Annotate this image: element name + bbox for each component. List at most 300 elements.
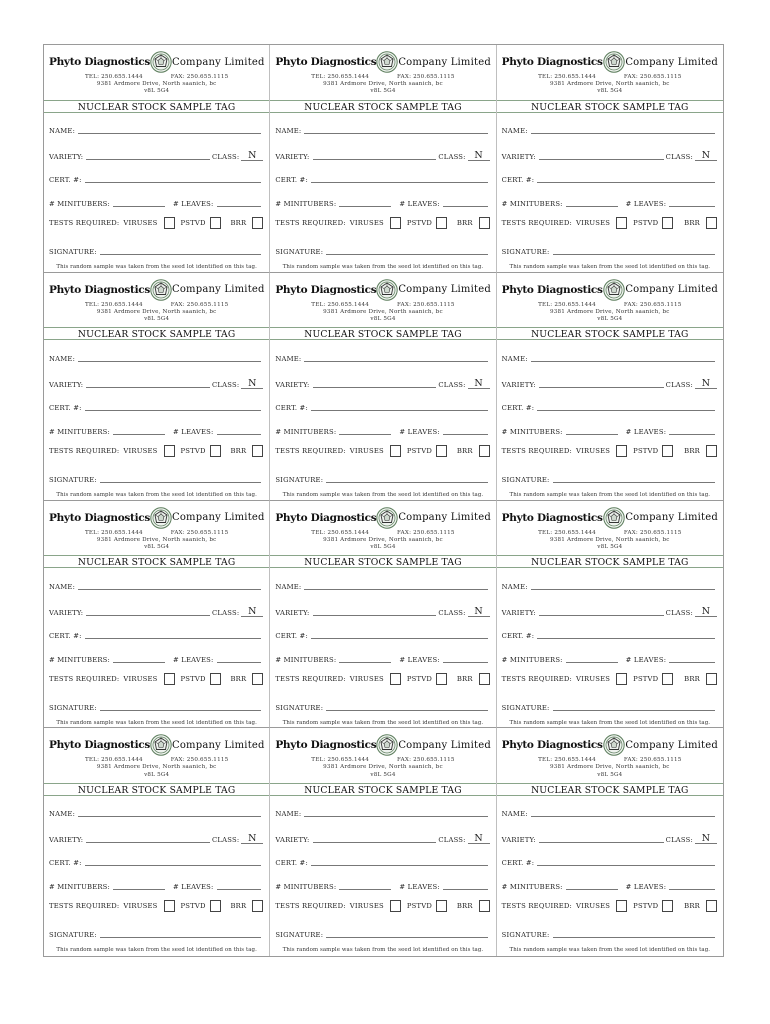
tests-label: TESTS REQUIRED: bbox=[275, 219, 346, 227]
name-field[interactable] bbox=[78, 588, 261, 590]
leaves-field[interactable] bbox=[669, 433, 715, 435]
count-row bbox=[275, 883, 489, 891]
signature-row bbox=[49, 476, 263, 484]
name-field[interactable] bbox=[531, 815, 715, 817]
brr-checkbox[interactable] bbox=[252, 217, 263, 229]
class-value[interactable]: N bbox=[695, 834, 717, 844]
contact-block bbox=[502, 74, 718, 96]
tag-header bbox=[275, 507, 490, 529]
street-address: 9381 Ardmore Drive, North saanich, bc bbox=[96, 81, 217, 88]
variety-label: VARIETY: bbox=[275, 608, 310, 617]
signature-row bbox=[502, 248, 717, 256]
name-row bbox=[275, 810, 489, 818]
signature-label: SIGNATURE: bbox=[501, 248, 550, 256]
cert-field[interactable] bbox=[537, 864, 715, 866]
postal-code: v8L 5G4 bbox=[144, 88, 170, 95]
cert-field[interactable] bbox=[537, 409, 715, 411]
cert-label: CERT. #: bbox=[501, 403, 535, 412]
pstvd-checkbox[interactable] bbox=[436, 900, 447, 912]
tag-title: NUCLEAR STOCK SAMPLE TAG bbox=[44, 555, 269, 568]
brand-name: Phyto Diagnostics bbox=[501, 739, 603, 752]
leaves-label: # LEAVES: bbox=[173, 427, 214, 436]
variety-field[interactable] bbox=[313, 158, 437, 160]
variety-field[interactable] bbox=[86, 614, 210, 616]
phone-number: TEL: 250.655.1444 bbox=[84, 74, 143, 80]
tag-header bbox=[502, 51, 718, 73]
signature-field[interactable] bbox=[100, 709, 261, 711]
pstvd-checkbox[interactable] bbox=[210, 900, 221, 912]
fax-number: FAX: 250.655.1115 bbox=[397, 74, 455, 80]
signature-field[interactable] bbox=[100, 936, 261, 938]
variety-field[interactable] bbox=[539, 386, 664, 388]
signature-row bbox=[49, 931, 263, 939]
tests-row bbox=[275, 673, 489, 685]
signature-field[interactable] bbox=[553, 481, 715, 483]
sample-disclaimer: This random sample was taken from the seed lot identified on this tag. bbox=[56, 264, 257, 270]
tests-label: TESTS REQUIRED: bbox=[275, 902, 346, 911]
signature-label: SIGNATURE: bbox=[501, 475, 550, 484]
street-address: 9381 Ardmore Drive, North saanich, bc bbox=[96, 536, 217, 543]
minitubers-field[interactable] bbox=[113, 888, 165, 890]
minitubers-label: # MINITUBERS: bbox=[49, 427, 111, 436]
brr-label: BRR bbox=[684, 219, 700, 227]
tests-label: TESTS REQUIRED: bbox=[49, 902, 120, 911]
company-name: Company Limited bbox=[171, 512, 265, 523]
name-field[interactable] bbox=[531, 360, 715, 362]
leaves-field[interactable] bbox=[217, 888, 262, 890]
cert-row bbox=[275, 176, 489, 184]
phone-number: TEL: 250.655.1444 bbox=[538, 74, 596, 80]
variety-row bbox=[502, 834, 717, 844]
signature-field[interactable] bbox=[326, 253, 487, 255]
cert-field[interactable] bbox=[311, 864, 488, 866]
cert-field[interactable] bbox=[85, 409, 262, 411]
tests-row bbox=[502, 673, 717, 685]
leaves-field[interactable] bbox=[443, 661, 488, 663]
brr-checkbox[interactable] bbox=[479, 217, 490, 229]
variety-row bbox=[49, 607, 263, 617]
signature-label: SIGNATURE: bbox=[501, 703, 550, 712]
viruses-label: VIRUSES bbox=[123, 902, 158, 911]
brr-checkbox[interactable] bbox=[706, 900, 717, 912]
class-value[interactable]: N bbox=[468, 834, 490, 844]
variety-row bbox=[49, 379, 263, 389]
viruses-checkbox[interactable] bbox=[164, 900, 175, 912]
brand-name: Phyto Diagnostics bbox=[275, 56, 377, 68]
leaves-field[interactable] bbox=[217, 433, 262, 435]
minitubers-field[interactable] bbox=[339, 433, 391, 435]
viruses-checkbox[interactable] bbox=[616, 673, 627, 685]
pstvd-checkbox[interactable] bbox=[436, 217, 447, 229]
class-value[interactable]: N bbox=[468, 151, 490, 161]
pstvd-label: PSTVD bbox=[180, 674, 206, 683]
signature-field[interactable] bbox=[100, 481, 261, 483]
phone-number: TEL: 250.655.1444 bbox=[84, 529, 143, 536]
cert-label: CERT. #: bbox=[275, 176, 308, 184]
sample-tag bbox=[270, 45, 496, 273]
leaves-field[interactable] bbox=[217, 205, 262, 207]
class-label: CLASS: bbox=[212, 608, 240, 617]
signature-row bbox=[275, 931, 489, 939]
viruses-checkbox[interactable] bbox=[390, 445, 401, 457]
minitubers-label: # MINITUBERS: bbox=[501, 883, 563, 892]
brand-name: Phyto Diagnostics bbox=[49, 511, 150, 524]
viruses-checkbox[interactable] bbox=[164, 673, 175, 685]
brr-checkbox[interactable] bbox=[479, 900, 490, 912]
company-logo-icon bbox=[376, 51, 398, 73]
contact-block bbox=[275, 302, 490, 324]
brr-checkbox[interactable] bbox=[252, 445, 263, 457]
viruses-label: VIRUSES bbox=[349, 219, 384, 227]
signature-field[interactable] bbox=[553, 709, 715, 711]
name-label: NAME: bbox=[501, 810, 528, 819]
fax-number: FAX: 250.655.1115 bbox=[623, 301, 682, 308]
variety-label: VARIETY: bbox=[275, 380, 310, 389]
cert-row bbox=[275, 859, 489, 867]
tests-row bbox=[275, 217, 489, 229]
postal-code: v8L 5G4 bbox=[144, 771, 170, 778]
company-logo-icon bbox=[376, 279, 398, 301]
brand-name: Phyto Diagnostics bbox=[49, 739, 150, 752]
cert-row bbox=[502, 632, 717, 640]
signature-field[interactable] bbox=[326, 709, 487, 711]
signature-label: SIGNATURE: bbox=[49, 703, 97, 712]
street-address: 9381 Ardmore Drive, North saanich, bc bbox=[323, 536, 443, 543]
variety-field[interactable] bbox=[313, 386, 437, 388]
count-row bbox=[275, 200, 489, 208]
cert-field[interactable] bbox=[311, 637, 488, 639]
minitubers-label: # MINITUBERS: bbox=[275, 200, 337, 208]
count-row bbox=[49, 883, 263, 891]
variety-label: VARIETY: bbox=[275, 836, 310, 845]
variety-label: VARIETY: bbox=[49, 153, 84, 161]
leaves-field[interactable] bbox=[443, 205, 488, 207]
minitubers-field[interactable] bbox=[566, 433, 618, 435]
minitubers-label: # MINITUBERS: bbox=[49, 200, 111, 208]
brr-checkbox[interactable] bbox=[252, 900, 263, 912]
class-value[interactable]: N bbox=[468, 379, 490, 389]
pstvd-label: PSTVD bbox=[406, 902, 432, 911]
brr-checkbox[interactable] bbox=[706, 445, 717, 457]
company-name: Company Limited bbox=[171, 739, 265, 751]
cert-label: CERT. #: bbox=[501, 631, 535, 640]
contact-block bbox=[49, 302, 264, 324]
variety-label: VARIETY: bbox=[275, 153, 310, 161]
tag-sheet bbox=[43, 44, 724, 957]
class-label: CLASS: bbox=[438, 153, 466, 161]
sample-disclaimer: This random sample was taken from the seed lot identified on this tag. bbox=[282, 491, 484, 498]
sample-disclaimer: This random sample was taken from the seed lot identified on this tag. bbox=[56, 491, 257, 498]
tag-header bbox=[502, 734, 718, 756]
brr-checkbox[interactable] bbox=[706, 217, 717, 229]
street-address: 9381 Ardmore Drive, North saanich, bc bbox=[323, 764, 443, 771]
name-label: NAME: bbox=[501, 354, 528, 363]
signature-row bbox=[275, 248, 489, 256]
pstvd-checkbox[interactable] bbox=[436, 445, 447, 457]
name-field[interactable] bbox=[304, 815, 487, 817]
class-value[interactable]: N bbox=[695, 151, 717, 161]
cert-row bbox=[502, 176, 717, 184]
minitubers-label: # MINITUBERS: bbox=[501, 655, 563, 664]
tests-label: TESTS REQUIRED: bbox=[501, 902, 573, 911]
brand-name: Phyto Diagnostics bbox=[275, 739, 377, 752]
pstvd-checkbox[interactable] bbox=[662, 445, 673, 457]
variety-row bbox=[275, 607, 489, 617]
signature-label: SIGNATURE: bbox=[501, 931, 550, 940]
signature-label: SIGNATURE: bbox=[49, 931, 97, 940]
count-row bbox=[502, 428, 717, 436]
name-row bbox=[49, 355, 263, 363]
contact-block bbox=[275, 74, 490, 96]
name-field[interactable] bbox=[304, 588, 487, 590]
brr-checkbox[interactable] bbox=[252, 673, 263, 685]
tag-header bbox=[49, 279, 264, 301]
cert-row bbox=[275, 404, 489, 412]
pstvd-label: PSTVD bbox=[633, 674, 659, 683]
variety-label: VARIETY: bbox=[49, 608, 84, 617]
leaves-label: # LEAVES: bbox=[399, 427, 440, 436]
name-field[interactable] bbox=[78, 360, 261, 362]
tag-header bbox=[502, 279, 718, 301]
viruses-label: VIRUSES bbox=[576, 219, 611, 227]
phone-number: TEL: 250.655.1444 bbox=[84, 301, 143, 308]
brand-name: Phyto Diagnostics bbox=[49, 56, 150, 68]
count-row bbox=[275, 656, 489, 664]
company-name: Company Limited bbox=[625, 56, 718, 68]
viruses-checkbox[interactable] bbox=[616, 217, 627, 229]
viruses-label: VIRUSES bbox=[123, 219, 158, 227]
tests-row bbox=[275, 445, 489, 457]
leaves-field[interactable] bbox=[669, 661, 715, 663]
viruses-checkbox[interactable] bbox=[616, 900, 627, 912]
class-value[interactable]: N bbox=[468, 607, 490, 617]
fax-number: FAX: 250.655.1115 bbox=[397, 757, 455, 764]
name-label: NAME: bbox=[275, 354, 302, 363]
signature-label: SIGNATURE: bbox=[275, 475, 324, 484]
brand-name: Phyto Diagnostics bbox=[501, 283, 603, 296]
viruses-label: VIRUSES bbox=[576, 902, 611, 911]
brr-label: BRR bbox=[230, 902, 247, 911]
variety-field[interactable] bbox=[86, 158, 210, 160]
variety-field[interactable] bbox=[539, 158, 664, 160]
variety-label: VARIETY: bbox=[49, 836, 84, 845]
minitubers-label: # MINITUBERS: bbox=[275, 427, 337, 436]
cert-label: CERT. #: bbox=[49, 403, 82, 412]
name-label: NAME: bbox=[49, 127, 76, 135]
contact-block bbox=[275, 530, 490, 552]
minitubers-field[interactable] bbox=[113, 661, 165, 663]
class-value[interactable]: N bbox=[695, 607, 717, 617]
tests-row bbox=[49, 217, 263, 229]
name-row bbox=[49, 127, 263, 135]
tests-label: TESTS REQUIRED: bbox=[275, 674, 346, 683]
cert-label: CERT. #: bbox=[275, 859, 308, 868]
minitubers-field[interactable] bbox=[339, 205, 391, 207]
tests-row bbox=[502, 217, 717, 229]
sample-tag bbox=[497, 501, 723, 729]
minitubers-field[interactable] bbox=[339, 888, 391, 890]
tests-row bbox=[49, 673, 263, 685]
contact-block bbox=[49, 757, 264, 779]
brr-label: BRR bbox=[456, 446, 473, 455]
sample-tag bbox=[497, 45, 723, 273]
minitubers-label: # MINITUBERS: bbox=[501, 200, 563, 208]
pstvd-checkbox[interactable] bbox=[210, 445, 221, 457]
name-field[interactable] bbox=[531, 588, 715, 590]
brr-label: BRR bbox=[456, 902, 473, 911]
sample-disclaimer: This random sample was taken from the seed lot identified on this tag. bbox=[56, 947, 257, 954]
leaves-label: # LEAVES: bbox=[625, 655, 667, 664]
minitubers-field[interactable] bbox=[113, 205, 165, 207]
class-label: CLASS: bbox=[212, 380, 240, 389]
minitubers-field[interactable] bbox=[339, 661, 391, 663]
phone-number: TEL: 250.655.1444 bbox=[538, 529, 596, 536]
viruses-checkbox[interactable] bbox=[616, 445, 627, 457]
pstvd-checkbox[interactable] bbox=[436, 673, 447, 685]
viruses-checkbox[interactable] bbox=[390, 217, 401, 229]
company-logo-icon bbox=[150, 507, 172, 529]
viruses-checkbox[interactable] bbox=[164, 445, 175, 457]
phone-number: TEL: 250.655.1444 bbox=[311, 74, 370, 80]
cert-field[interactable] bbox=[537, 637, 715, 639]
signature-field[interactable] bbox=[326, 936, 487, 938]
postal-code: v8L 5G4 bbox=[370, 88, 396, 95]
postal-code: v8L 5G4 bbox=[370, 316, 396, 323]
cert-row bbox=[49, 859, 263, 867]
pstvd-checkbox[interactable] bbox=[662, 217, 673, 229]
pstvd-checkbox[interactable] bbox=[210, 217, 221, 229]
tag-header bbox=[502, 507, 718, 529]
brr-checkbox[interactable] bbox=[706, 673, 717, 685]
tests-label: TESTS REQUIRED: bbox=[501, 219, 573, 227]
company-logo-icon bbox=[150, 734, 172, 756]
signature-row bbox=[275, 704, 489, 712]
class-label: CLASS: bbox=[665, 836, 693, 845]
brr-checkbox[interactable] bbox=[479, 445, 490, 457]
variety-field[interactable] bbox=[86, 386, 210, 388]
count-row bbox=[49, 200, 263, 208]
pstvd-checkbox[interactable] bbox=[662, 900, 673, 912]
cert-row bbox=[49, 404, 263, 412]
variety-field[interactable] bbox=[539, 614, 664, 616]
class-value[interactable]: N bbox=[241, 834, 263, 844]
brr-checkbox[interactable] bbox=[479, 673, 490, 685]
viruses-checkbox[interactable] bbox=[390, 673, 401, 685]
sample-disclaimer: This random sample was taken from the seed lot identified on this tag. bbox=[509, 719, 711, 726]
brand-name: Phyto Diagnostics bbox=[275, 283, 377, 296]
cert-field[interactable] bbox=[537, 181, 715, 183]
company-logo-icon bbox=[603, 734, 625, 756]
signature-field[interactable] bbox=[553, 253, 715, 255]
leaves-field[interactable] bbox=[217, 661, 262, 663]
cert-field[interactable] bbox=[311, 409, 488, 411]
minitubers-field[interactable] bbox=[113, 433, 165, 435]
class-value[interactable]: N bbox=[241, 607, 263, 617]
class-value[interactable]: N bbox=[695, 379, 717, 389]
postal-code: v8L 5G4 bbox=[370, 543, 396, 550]
company-logo-icon bbox=[150, 51, 172, 73]
leaves-field[interactable] bbox=[443, 888, 488, 890]
brand-name: Phyto Diagnostics bbox=[501, 511, 603, 524]
street-address: 9381 Ardmore Drive, North saanich, bc bbox=[550, 308, 670, 315]
sample-tag bbox=[497, 273, 723, 501]
pstvd-checkbox[interactable] bbox=[662, 673, 673, 685]
variety-field[interactable] bbox=[86, 841, 210, 843]
tag-title: NUCLEAR STOCK SAMPLE TAG bbox=[270, 555, 495, 568]
phone-number: TEL: 250.655.1444 bbox=[311, 757, 370, 764]
pstvd-checkbox[interactable] bbox=[210, 673, 221, 685]
signature-field[interactable] bbox=[100, 253, 261, 255]
minitubers-field[interactable] bbox=[566, 661, 618, 663]
class-value[interactable]: N bbox=[241, 151, 263, 161]
postal-code: v8L 5G4 bbox=[370, 771, 396, 778]
viruses-checkbox[interactable] bbox=[390, 900, 401, 912]
variety-row bbox=[502, 151, 717, 161]
cert-row bbox=[49, 632, 263, 640]
name-field[interactable] bbox=[304, 360, 487, 362]
signature-label: SIGNATURE: bbox=[275, 703, 324, 712]
leaves-field[interactable] bbox=[669, 888, 715, 890]
cert-field[interactable] bbox=[85, 864, 262, 866]
fax-number: FAX: 250.655.1115 bbox=[170, 757, 229, 764]
cert-field[interactable] bbox=[85, 181, 262, 183]
fax-number: FAX: 250.655.1115 bbox=[623, 529, 682, 536]
cert-row bbox=[502, 859, 717, 867]
variety-field[interactable] bbox=[313, 841, 437, 843]
tests-label: TESTS REQUIRED: bbox=[501, 674, 573, 683]
tests-row bbox=[49, 445, 263, 457]
sample-tag bbox=[44, 501, 270, 729]
leaves-field[interactable] bbox=[443, 433, 488, 435]
minitubers-field[interactable] bbox=[566, 888, 618, 890]
name-row bbox=[49, 810, 263, 818]
signature-field[interactable] bbox=[553, 936, 715, 938]
pstvd-label: PSTVD bbox=[180, 219, 206, 227]
variety-field[interactable] bbox=[539, 841, 664, 843]
fax-number: FAX: 250.655.1115 bbox=[623, 74, 682, 80]
fax-number: FAX: 250.655.1115 bbox=[397, 301, 455, 308]
tag-header bbox=[275, 734, 490, 756]
signature-row bbox=[49, 704, 263, 712]
company-name: Company Limited bbox=[625, 739, 718, 751]
name-field[interactable] bbox=[304, 132, 487, 134]
name-field[interactable] bbox=[78, 815, 261, 817]
tag-title: NUCLEAR STOCK SAMPLE TAG bbox=[497, 555, 723, 568]
signature-row bbox=[502, 931, 717, 939]
company-logo-icon bbox=[603, 279, 625, 301]
leaves-label: # LEAVES: bbox=[399, 883, 440, 892]
name-field[interactable] bbox=[531, 132, 715, 134]
name-row bbox=[502, 810, 717, 818]
sample-tag bbox=[44, 45, 270, 273]
cert-field[interactable] bbox=[85, 637, 262, 639]
signature-field[interactable] bbox=[326, 481, 487, 483]
class-value[interactable]: N bbox=[241, 379, 263, 389]
tests-row bbox=[275, 900, 489, 912]
viruses-checkbox[interactable] bbox=[164, 217, 175, 229]
minitubers-field[interactable] bbox=[566, 205, 618, 207]
tests-label: TESTS REQUIRED: bbox=[275, 446, 346, 455]
variety-field[interactable] bbox=[313, 614, 437, 616]
leaves-field[interactable] bbox=[669, 205, 715, 207]
name-label: NAME: bbox=[275, 582, 302, 591]
viruses-label: VIRUSES bbox=[576, 446, 611, 455]
class-label: CLASS: bbox=[438, 836, 466, 845]
tests-row bbox=[49, 900, 263, 912]
name-label: NAME: bbox=[49, 582, 76, 591]
name-field[interactable] bbox=[78, 132, 261, 134]
cert-field[interactable] bbox=[311, 181, 488, 183]
